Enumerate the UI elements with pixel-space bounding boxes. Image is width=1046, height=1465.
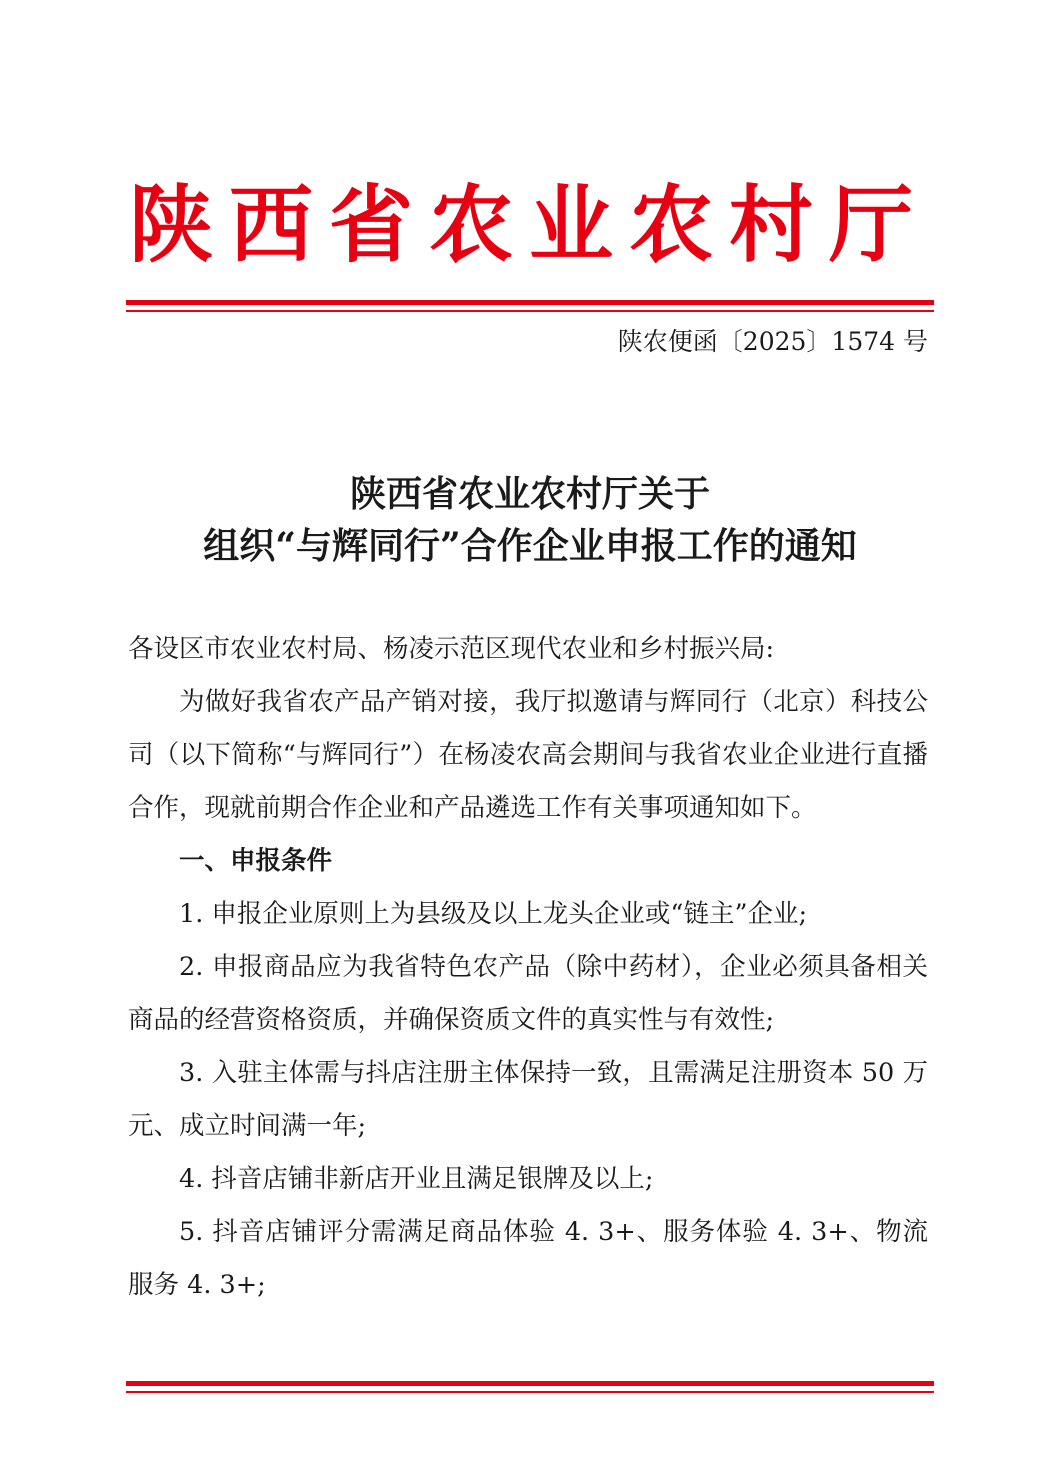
condition-item-2: 2. 申报商品应为我省特色农产品（除中药材），企业必须具备相关商品的经营资格资质，并确保资质文件的真实性与有效性; (128, 952, 928, 1035)
footer-rule-thick (126, 1381, 934, 1386)
document-number: 陕农便函〔2025〕1574 号 (617, 327, 928, 356)
letterhead-rule-thin (126, 310, 934, 312)
section-heading-conditions: 一、申报条件 (179, 846, 333, 876)
intro-paragraph: 为做好我省农产品产销对接，我厅拟邀请与辉同行（北京）科技公司（以下简称“与辉同行”）在杨凌农高会期间与我省农业企业进行直播合作，现就前期合作企业和产品遴选工作有关事项通知如下。 (128, 687, 928, 823)
salutation: 各设区市农业农村局、杨凌示范区现代农业和乡村振兴局: (128, 634, 775, 664)
condition-item-5: 5. 抖音店铺评分需满足商品体验 4. 3+、服务体验 4. 3+、物流服务 4. 3+; (128, 1217, 928, 1300)
document-title-line1: 陕西省农业农村厅关于 (349, 473, 710, 515)
footer-rule-thin (126, 1391, 934, 1393)
document-body (128, 623, 928, 1312)
condition-item-3: 3. 入驻主体需与抖店注册主体保持一致，且需满足注册资本 50 万元、成立时间满一年; (128, 1058, 928, 1141)
letterhead-issuer: 陕西省农业农村厅 (128, 175, 929, 274)
condition-item-1: 1. 申报企业原则上为县级及以上龙头企业或“链主”企业; (179, 899, 808, 929)
document-title-line2: 组织“与辉同行”合作企业申报工作的通知 (203, 525, 857, 567)
letterhead-rule-thick (126, 300, 934, 305)
condition-item-4: 4. 抖音店铺非新店开业且满足银牌及以上; (179, 1164, 654, 1194)
